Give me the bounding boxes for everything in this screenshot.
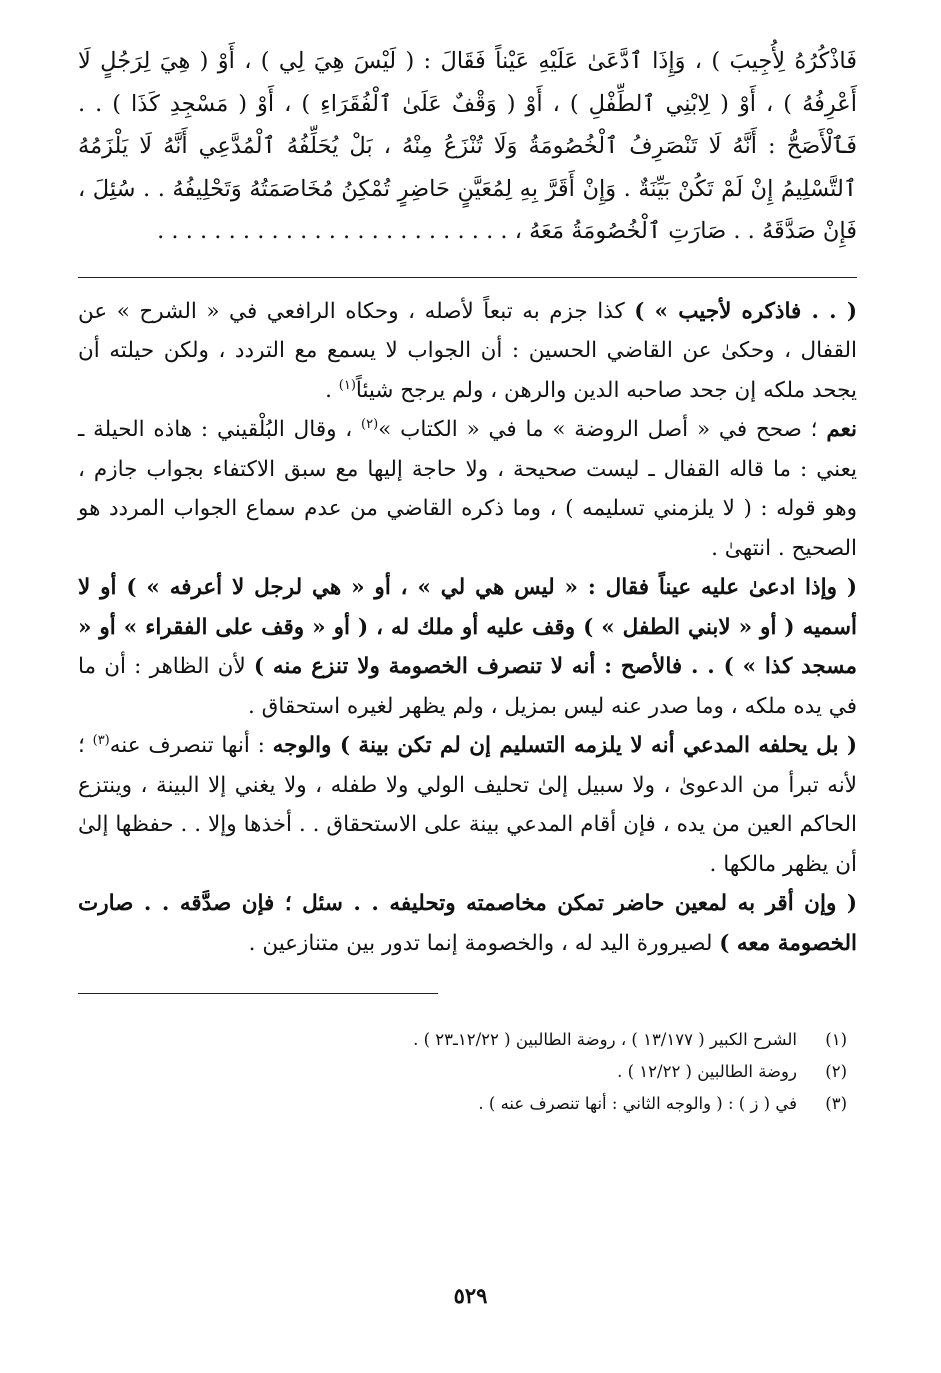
main-text-paragraph: فَاذْكُرُهُ لِأُجِيبَ ) ، وَإِذَا ٱدَّعَىٰ عَلَيْهِ عَيْناً فَقَالَ : ( لَيْسَ هِيَ لِي ) ، أَوْ ( هِيَ لِرَجُلٍ لَا أَعْرِفُهُ ) ، أَوْ ( لِابْنِي ٱلطِّفْلِ ) ، أَوْ ( وَقْفٌ عَلَىٰ ٱلْفُقَرَاءِ ) ، أَوْ ( مَسْجِدِ كَذَا ) . . فَٱلْأَصَحُّ : أَنَّهُ لَا تَنْصَرِفُ ٱلْخُصُومَةُ وَلَا تُنْزَعُ مِنْهُ ، بَلْ يُحَلِّفُهُ ٱلْمُدَّعِي أَنَّهُ لَا يَلْزَمُهُ ٱلتَّسْلِيمُ إِنْ لَمْ تَكُنْ بَيِّنَةٌ . وَإِنْ أَقَرَّ بِهِ لِمُعَيَّنٍ حَاضِرٍ تُمْكِنُ مُخَاصَمَتُهُ وَتَحْلِيفُهُ . . سُئِلَ ، فَإِنْ صَدَّقَهُ . . صَارَتِ ٱلْخُصُومَةُ مَعَهُ ، . . . . . . . . . . . . . . . . . . . . . . . . . (78, 48, 858, 244)
quoted-matn: ( بل يحلفه المدعي أنه لا يلزمه التسليم إن لم تكن بينة ) والوجه (272, 733, 858, 758)
footnote-1 (78, 1024, 847, 1056)
commentary-text: لصيرورة اليد له ، والخصومة إنما تدور بين متنازعين . (248, 930, 720, 956)
commentary-text: ؛ صحح في « أصل الروضة » ما في « الكتاب » (378, 417, 827, 442)
commentary-paragraph-5 (78, 884, 857, 963)
footnote-number: (٢) (825, 1062, 847, 1081)
footnote-number: (١) (825, 1030, 847, 1049)
footnote-divider (78, 993, 438, 994)
footnote-ref[interactable]: (٣) (92, 732, 110, 748)
commentary-paragraph-2 (78, 410, 857, 568)
footnote-number: (٣) (825, 1094, 847, 1113)
main-text (78, 40, 857, 253)
footnote-divider-wrap (78, 963, 857, 1006)
footnote-text: روضة الطالبين ( ١٢/٢٢ ) . (617, 1062, 797, 1081)
commentary-text: ؛ لأنه تبرأ من الدعوىٰ ، ولا سبيل إلىٰ تحليف الولي ولا طفله ، ولا يغني إلا البينة ، وينتزع الحاكم العين من يده ، فإن أقام المدعي بينة على الاستحقاق . . أخذها وإلا . . حفظها إلىٰ أن يظهر مالكها . (78, 733, 857, 877)
commentary (78, 292, 857, 964)
footnote-2 (78, 1056, 847, 1088)
quoted-matn: ( وإذا ادعىٰ عليه عيناً فقال : « ليس هي لي » ، أو « هي لرجل لا أعرفه » ) أو لا أسميه ( أو « لابني الطفل » ) وقف عليه أو ملك له ، ( أو « وقف على الفقراء » أو « مسجد كذا » ) . . فالأصح : أنه لا تنصرف الخصومة ولا تنزع منه ) (78, 575, 857, 679)
footnote-3 (78, 1088, 847, 1120)
footnote-ref[interactable]: (٢) (361, 416, 379, 432)
commentary-text: ، وقال البُلْقيني : هاذه الحيلة ـ يعني : ما قاله القفال ـ ليست صحيحة ، ولا حاجة إليها مع سبق الاكتفاء بجواب جازم ، وهو قوله : ( لا يلزمني تسليمه ) ، وما ذكره القاضي من عدم سماع الجواب المردد هو الصحيح . انتهىٰ . (78, 417, 857, 561)
quoted-matn: نعم (826, 417, 857, 442)
quoted-matn: ( وإن أقر به لمعين حاضر تمكن مخاصمته وتحليفه . . سئل ؛ فإن صدَّقه . . صارت الخصومة معه ) (78, 891, 857, 956)
commentary-text: كذا جزم به تبعاً لأصله ، وحكاه الرافعي في « الشرح » عن القفال ، وحكىٰ عن القاضي الحسين : أن الجواب لا يسمع مع التردد ، ولكن حيلته أن يجحد ملكه إن جحد صاحبه الدين والرهن ، ولم يرجح شيئاً (78, 298, 857, 403)
commentary-paragraph-3 (78, 568, 857, 726)
section-divider (78, 277, 857, 278)
footnote-ref[interactable]: (١) (338, 377, 356, 393)
footnote-text: في ( ز ) : ( والوجه الثاني : أنها تنصرف عنه ) . (478, 1094, 797, 1113)
quoted-matn: ( . . فاذكره لأجيب » ) (634, 298, 858, 324)
commentary-paragraph-4 (78, 726, 857, 884)
commentary-text: لأن الظاهر : أن ما في يده ملكه ، وما صدر عنه ليس بمزيل ، ولم يظهر لغيره استحقاق . (78, 654, 857, 719)
footnote-text: الشرح الكبير ( ١٣/١٧٧ ) ، روضة الطالبين ( ١٢/٢٢ـ٢٣ ) . (413, 1030, 797, 1049)
commentary-text: : أنها تنصرف عنه (109, 733, 273, 758)
commentary-text: . (325, 377, 339, 403)
page-number: ٥٢٩ (453, 1283, 488, 1308)
footnotes (78, 1024, 857, 1120)
commentary-paragraph-1 (78, 292, 857, 411)
